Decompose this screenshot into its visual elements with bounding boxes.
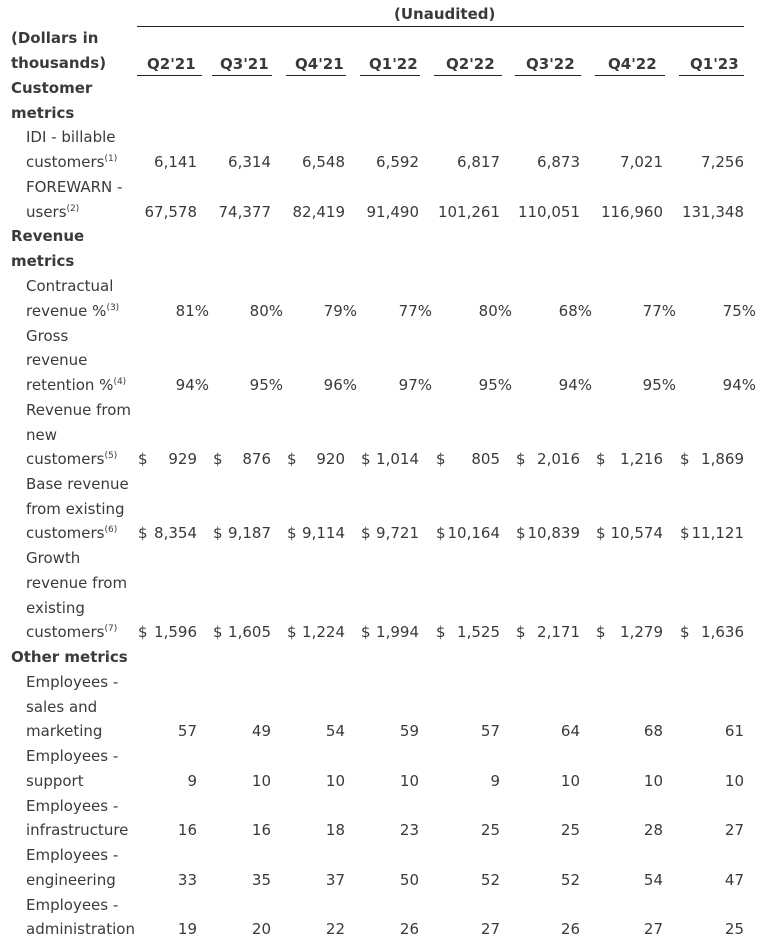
cell-value: 920 <box>316 450 345 468</box>
row-label: Employees - <box>26 846 119 864</box>
cell-value: 1,525 <box>457 623 500 641</box>
section-other-metrics: Other metrics <box>11 648 128 666</box>
cell-value: 2,171 <box>537 623 580 641</box>
row-label: Gross <box>26 327 69 345</box>
cell-value: 94% <box>175 376 209 394</box>
cell-value: 9,721 <box>376 524 419 542</box>
column-rule <box>212 75 272 76</box>
row-label: infrastructure <box>26 821 129 839</box>
cell-value: 52 <box>560 871 580 889</box>
cell-value: 59 <box>399 722 419 740</box>
cell-value: 75% <box>722 302 756 320</box>
currency-symbol: $ <box>138 524 148 542</box>
column-rule <box>434 75 502 76</box>
cell-value: 80% <box>478 302 512 320</box>
unaudited-header: (Unaudited) <box>394 5 496 23</box>
row-label: customers$^{(6)}$ <box>26 524 118 542</box>
cell-value: 1,994 <box>376 623 419 641</box>
row-label: revenue %$^{(3)}$ <box>26 302 120 320</box>
footnote-marker: (2) <box>66 204 80 214</box>
row-label: customers$^{(1)}$ <box>26 153 118 171</box>
cell-value: 81% <box>175 302 209 320</box>
cell-value: 6,592 <box>376 153 419 171</box>
cell-value: 116,960 <box>600 203 663 221</box>
cell-value: 1,596 <box>154 623 197 641</box>
cell-value: 68 <box>643 722 663 740</box>
row-label: revenue <box>26 351 88 369</box>
currency-symbol: $ <box>436 623 446 641</box>
cell-value: 64 <box>560 722 580 740</box>
cell-value: 94% <box>558 376 592 394</box>
currency-symbol: $ <box>213 623 223 641</box>
cell-value: 23 <box>399 821 419 839</box>
cell-value: 77% <box>398 302 432 320</box>
cell-value: 27 <box>643 920 663 938</box>
row-label: administration <box>26 920 135 938</box>
cell-value: 28 <box>643 821 663 839</box>
cell-value: 96% <box>323 376 357 394</box>
row-label: customers$^{(5)}$ <box>26 450 118 468</box>
row-label: revenue from <box>26 574 128 592</box>
currency-symbol: $ <box>596 623 606 641</box>
cell-value: 10 <box>251 772 271 790</box>
currency-symbol: $ <box>436 450 446 468</box>
cell-value: 26 <box>560 920 580 938</box>
row-label: customers$^{(7)}$ <box>26 623 118 641</box>
row-label: Contractual <box>26 277 114 295</box>
header-rule <box>137 26 744 27</box>
cell-value: 9,114 <box>302 524 345 542</box>
currency-symbol: $ <box>516 524 526 542</box>
section-customer-metrics-line-1: Customer <box>11 79 93 97</box>
cell-value: 95% <box>249 376 283 394</box>
column-header-q3-22: Q3'22 <box>526 55 575 73</box>
column-rule <box>595 75 665 76</box>
currency-symbol: $ <box>213 524 223 542</box>
row-label: new <box>26 426 58 444</box>
cell-value: 26 <box>399 920 419 938</box>
row-label: Employees - <box>26 797 119 815</box>
cell-value: 82,419 <box>292 203 345 221</box>
cell-value: 54 <box>643 871 663 889</box>
cell-value: 1,014 <box>376 450 419 468</box>
currency-symbol: $ <box>516 623 526 641</box>
row-label: from existing <box>26 500 125 518</box>
row-label: sales and <box>26 698 98 716</box>
cell-value: 95% <box>478 376 512 394</box>
cell-value: 94% <box>722 376 756 394</box>
row-label: retention %$^{(4)}$ <box>26 376 127 394</box>
column-header-q3-21: Q3'21 <box>220 55 269 73</box>
cell-value: 25 <box>560 821 580 839</box>
row-label: support <box>26 772 84 790</box>
cell-value: 10 <box>724 772 744 790</box>
cell-value: 19 <box>177 920 197 938</box>
footnote-marker: (3) <box>106 303 120 313</box>
cell-value: 47 <box>724 871 744 889</box>
cell-value: 35 <box>251 871 271 889</box>
cell-value: 20 <box>251 920 271 938</box>
cell-value: 131,348 <box>681 203 744 221</box>
cell-value: 2,016 <box>537 450 580 468</box>
cell-value: 7,021 <box>620 153 663 171</box>
cell-value: 6,873 <box>537 153 580 171</box>
column-header-q4-21: Q4'21 <box>295 55 344 73</box>
row-label: existing <box>26 599 85 617</box>
currency-symbol: $ <box>596 450 606 468</box>
cell-value: 1,279 <box>620 623 663 641</box>
column-rule <box>286 75 346 76</box>
cell-value: 77% <box>642 302 676 320</box>
cell-value: 1,216 <box>620 450 663 468</box>
cell-value: 9 <box>187 772 197 790</box>
cell-value: 10 <box>325 772 345 790</box>
cell-value: 9 <box>490 772 500 790</box>
cell-value: 1,636 <box>701 623 744 641</box>
cell-value: 18 <box>325 821 345 839</box>
cell-value: 101,261 <box>437 203 500 221</box>
cell-value: 6,548 <box>302 153 345 171</box>
cell-value: 16 <box>251 821 271 839</box>
cell-value: 25 <box>480 821 500 839</box>
cell-value: 110,051 <box>517 203 580 221</box>
footnote-marker: (6) <box>104 525 118 535</box>
cell-value: 54 <box>325 722 345 740</box>
currency-symbol: $ <box>138 623 148 641</box>
cell-value: 10 <box>399 772 419 790</box>
cell-value: 57 <box>177 722 197 740</box>
cell-value: 33 <box>177 871 197 889</box>
cell-value: 61 <box>724 722 744 740</box>
row-label: Employees - <box>26 747 119 765</box>
row-label: Base revenue <box>26 475 129 493</box>
cell-value: 27 <box>724 821 744 839</box>
column-header-q2-21: Q2'21 <box>147 55 196 73</box>
currency-symbol: $ <box>138 450 148 468</box>
cell-value: 6,817 <box>457 153 500 171</box>
currency-symbol: $ <box>436 524 446 542</box>
cell-value: 10,164 <box>447 524 500 542</box>
cell-value: 25 <box>724 920 744 938</box>
cell-value: 1,869 <box>701 450 744 468</box>
currency-symbol: $ <box>287 623 297 641</box>
cell-value: 74,377 <box>218 203 271 221</box>
cell-value: 68% <box>558 302 592 320</box>
cell-value: 6,314 <box>228 153 271 171</box>
cell-value: 22 <box>325 920 345 938</box>
currency-symbol: $ <box>213 450 223 468</box>
cell-value: 929 <box>168 450 197 468</box>
cell-value: 10 <box>560 772 580 790</box>
cell-value: 97% <box>398 376 432 394</box>
column-rule <box>679 75 744 76</box>
cell-value: 10,574 <box>610 524 663 542</box>
cell-value: 49 <box>251 722 271 740</box>
column-header-q1-23: Q1'23 <box>690 55 739 73</box>
cell-value: 80% <box>249 302 283 320</box>
cell-value: 95% <box>642 376 676 394</box>
currency-symbol: $ <box>680 524 690 542</box>
section-customer-metrics-line-2: metrics <box>11 104 75 122</box>
units-label-line-1: (Dollars in <box>11 29 99 47</box>
column-rule <box>360 75 420 76</box>
currency-symbol: $ <box>516 450 526 468</box>
row-label: Employees - <box>26 896 119 914</box>
row-label: engineering <box>26 871 116 889</box>
cell-value: 27 <box>480 920 500 938</box>
cell-value: 6,141 <box>154 153 197 171</box>
footnote-marker: (5) <box>104 451 118 461</box>
row-label: IDI - billable <box>26 128 116 146</box>
currency-symbol: $ <box>680 623 690 641</box>
cell-value: 876 <box>242 450 271 468</box>
currency-symbol: $ <box>680 450 690 468</box>
cell-value: 67,578 <box>144 203 197 221</box>
cell-value: 57 <box>480 722 500 740</box>
cell-value: 1,224 <box>302 623 345 641</box>
cell-value: 11,121 <box>691 524 744 542</box>
currency-symbol: $ <box>287 524 297 542</box>
cell-value: 1,605 <box>228 623 271 641</box>
currency-symbol: $ <box>287 450 297 468</box>
row-label: Growth <box>26 549 81 567</box>
footnote-marker: (1) <box>104 154 118 164</box>
cell-value: 16 <box>177 821 197 839</box>
footnote-marker: (4) <box>113 377 127 387</box>
cell-value: 8,354 <box>154 524 197 542</box>
row-label: marketing <box>26 722 103 740</box>
cell-value: 79% <box>323 302 357 320</box>
footnote-marker: (7) <box>104 624 118 634</box>
row-label: Employees - <box>26 673 119 691</box>
cell-value: 50 <box>399 871 419 889</box>
row-label: FOREWARN - <box>26 178 123 196</box>
column-rule <box>137 75 202 76</box>
cell-value: 10,839 <box>527 524 580 542</box>
cell-value: 7,256 <box>701 153 744 171</box>
section-revenue-metrics-line-1: Revenue <box>11 227 85 245</box>
currency-symbol: $ <box>596 524 606 542</box>
column-header-q1-22: Q1'22 <box>369 55 418 73</box>
column-header-q2-22: Q2'22 <box>446 55 495 73</box>
row-label: users$^{(2)}$ <box>26 203 80 221</box>
units-label-line-2: thousands) <box>11 54 107 72</box>
column-rule <box>515 75 581 76</box>
cell-value: 91,490 <box>366 203 419 221</box>
cell-value: 805 <box>471 450 500 468</box>
cell-value: 10 <box>643 772 663 790</box>
row-label: Revenue from <box>26 401 131 419</box>
currency-symbol: $ <box>361 450 371 468</box>
cell-value: 37 <box>325 871 345 889</box>
column-header-q4-22: Q4'22 <box>608 55 657 73</box>
section-revenue-metrics-line-2: metrics <box>11 252 75 270</box>
cell-value: 9,187 <box>228 524 271 542</box>
cell-value: 52 <box>480 871 500 889</box>
currency-symbol: $ <box>361 524 371 542</box>
currency-symbol: $ <box>361 623 371 641</box>
